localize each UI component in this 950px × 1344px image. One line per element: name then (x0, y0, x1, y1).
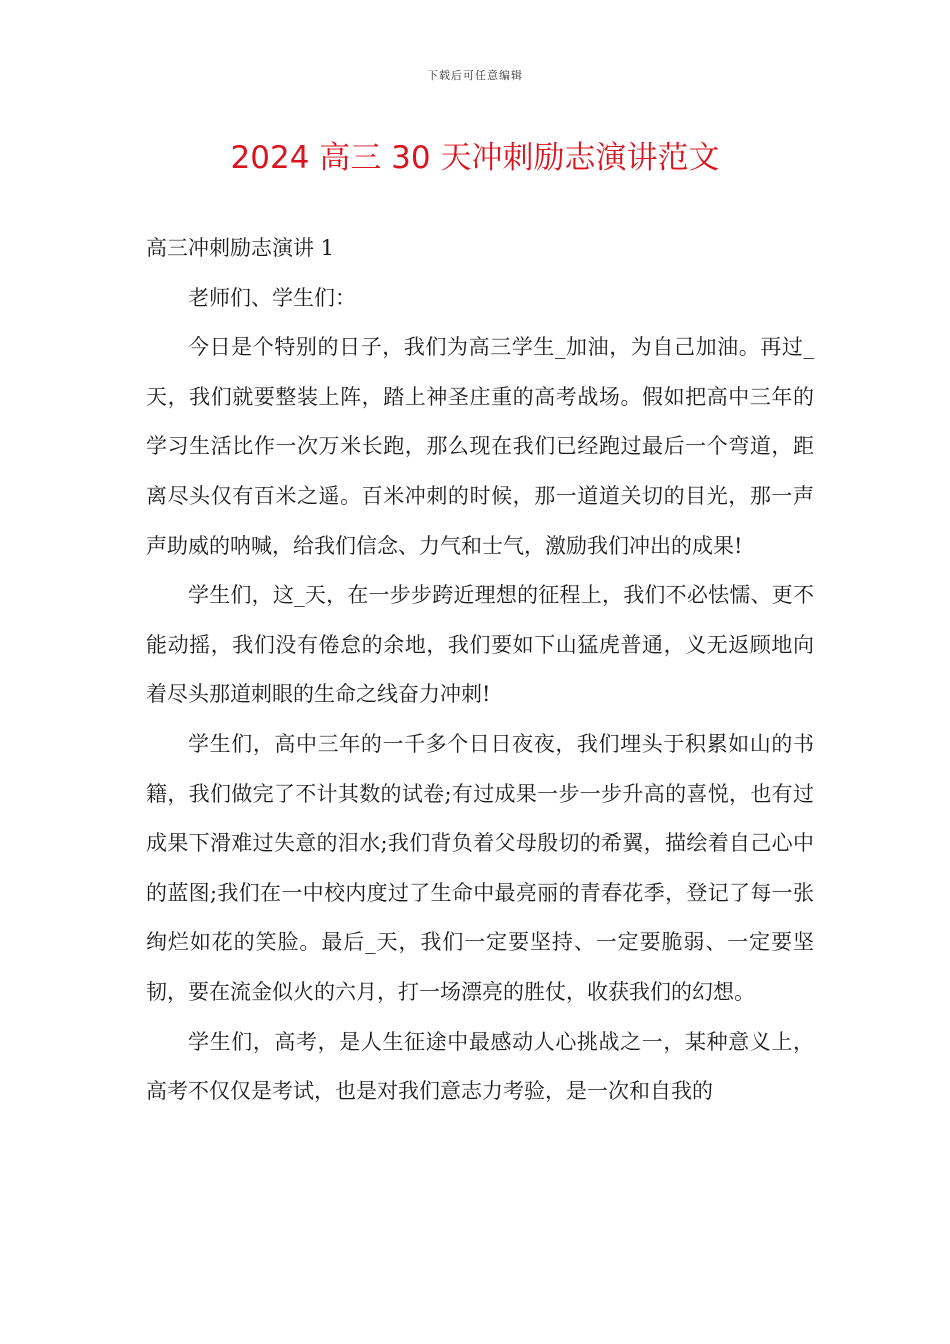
paragraph: 今日是个特别的日子，我们为高三学生_加油，为自己加油。再过_天，我们就要整装上阵，踏上神圣庄重的高考战场。假如把高中三年的学习生活比作一次万米长跑，那么现在我们已经跑过最后一个弯道，距离尽头仅有百米之遥。百米冲刺的时候，那一道道关切的目光，那一声声助威的呐喊，给我们信念、力气和士气，激励我们冲出的成果! (146, 335, 814, 558)
header-note: 下载后可任意编辑 (427, 69, 523, 82)
paragraph: 学生们，高中三年的一千多个日日夜夜，我们埋头于积累如山的书籍，我们做完了不计其数的试卷;有过成果一步一步升高的喜悦，也有过成果下滑难过失意的泪水;我们背负着父母殷切的希翼，描绘着自己心中的蓝图;我们在一中校内度过了生命中最亮丽的青春花季，登记了每一张绚烂如花的笑脸。最后_天，我们一定要坚持、一定要脆弱、一定要坚韧，要在流金似火的六月，打一场漂亮的胜仗，收获我们的幻想。 (146, 731, 814, 1004)
document-title: 2024 高三 30 天冲刺励志演讲范文 (230, 140, 720, 176)
paragraph: 学生们，这_天，在一步步跨近理想的征程上，我们不必怯懦、更不能动摇，我们没有倦怠的余地，我们要如下山猛虎普通，义无返顾地向着尽头那道刺眼的生命之线奋力冲刺! (146, 583, 814, 707)
document-body (146, 224, 814, 1117)
paragraph-salutation: 老师们、学生们： (188, 285, 356, 310)
section-heading: 高三冲刺励志演讲 1 (146, 236, 335, 260)
paragraph: 学生们，高考，是人生征途中最感动人心挑战之一，某种意义上，高考不仅仅是考试，也是对我们意志力考验，是一次和自我的 (146, 1029, 814, 1104)
